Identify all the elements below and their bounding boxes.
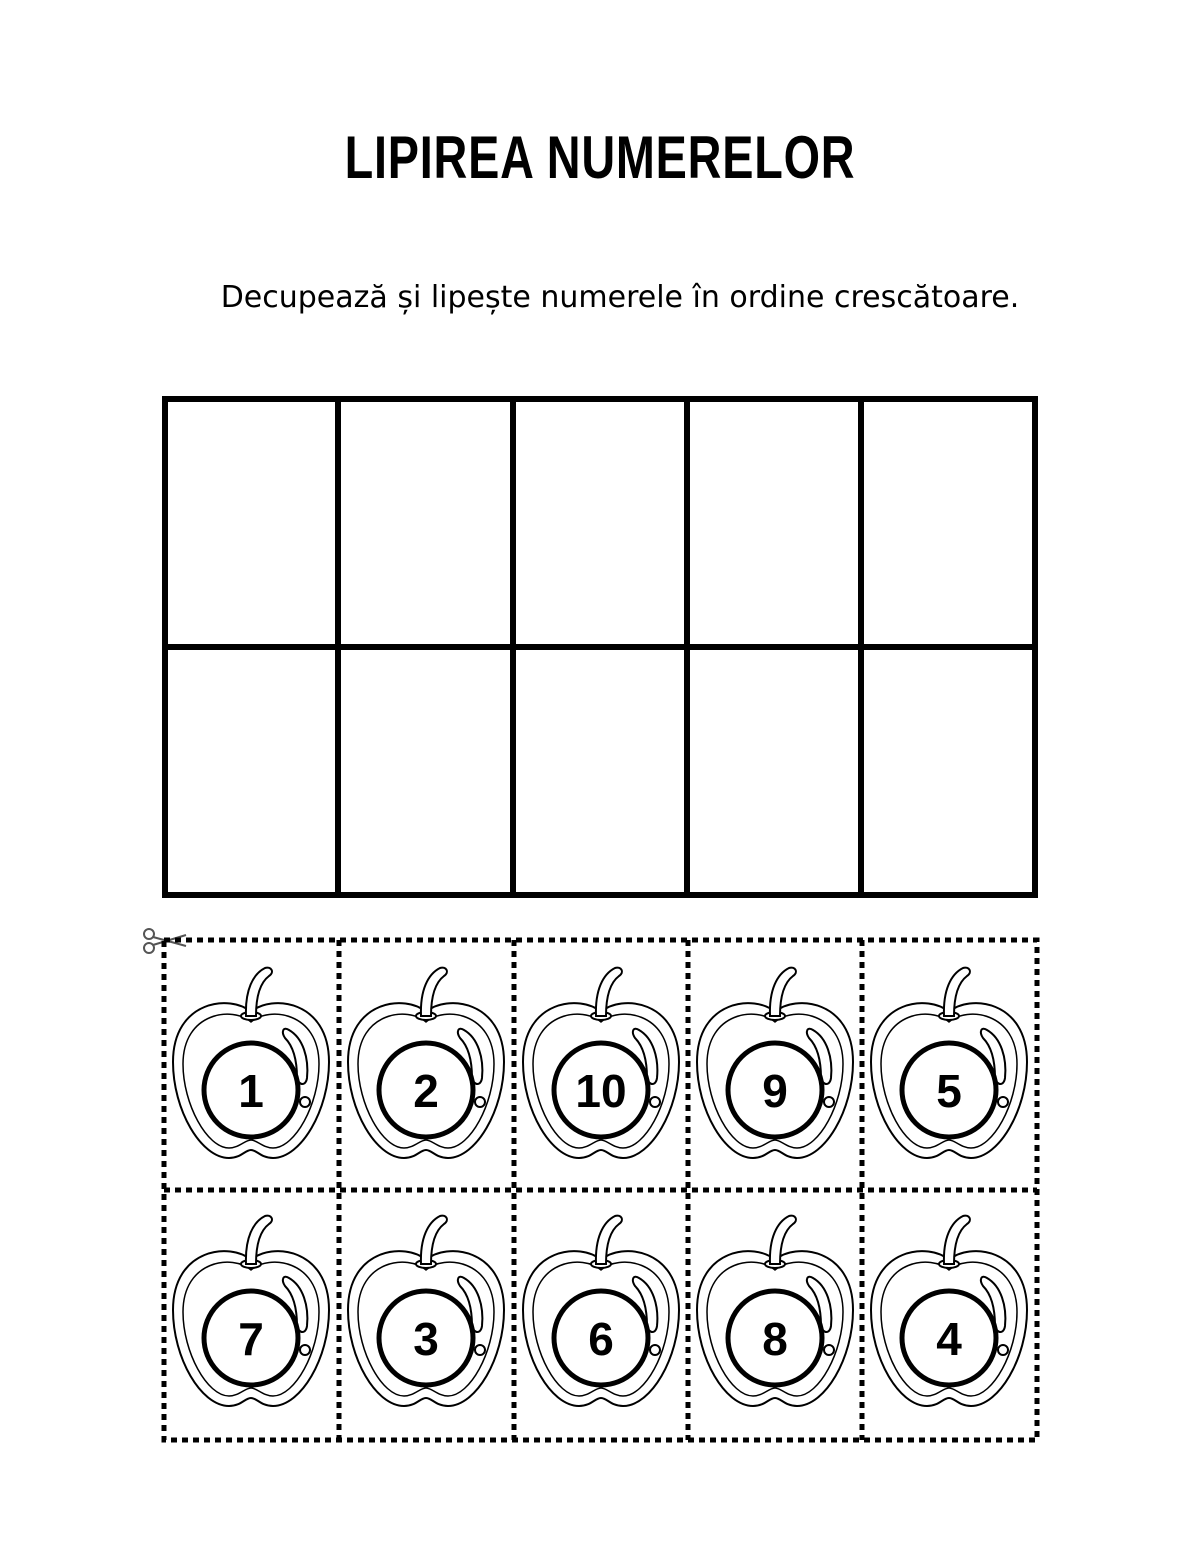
card-number-label: 1	[238, 1065, 264, 1117]
cut-out-cards-area	[140, 922, 1050, 1452]
card-number-label: 10	[575, 1065, 627, 1117]
paste-grid	[162, 396, 1038, 898]
paste-grid-lines	[165, 399, 1035, 895]
number-card	[697, 968, 853, 1158]
number-card	[348, 968, 504, 1158]
card-number-label: 5	[936, 1065, 962, 1117]
number-card	[173, 968, 329, 1158]
card-number-label: 7	[238, 1313, 264, 1365]
worksheet-title: LIPIREA NUMERELOR	[344, 124, 856, 191]
card-number-label: 6	[588, 1313, 614, 1365]
number-card	[523, 968, 679, 1158]
number-card	[697, 1216, 853, 1406]
card-number-label: 2	[413, 1065, 439, 1117]
number-card	[871, 968, 1027, 1158]
card-number-label: 8	[762, 1313, 788, 1365]
worksheet-instruction: Decupează și lipește numerele în ordine crescătoare.	[220, 280, 1020, 315]
card-number-label: 3	[413, 1313, 439, 1365]
number-card	[173, 1216, 329, 1406]
card-number-label: 4	[936, 1313, 962, 1365]
number-card	[871, 1216, 1027, 1406]
number-card	[348, 1216, 504, 1406]
number-card	[523, 1216, 679, 1406]
card-number-label: 9	[762, 1065, 788, 1117]
